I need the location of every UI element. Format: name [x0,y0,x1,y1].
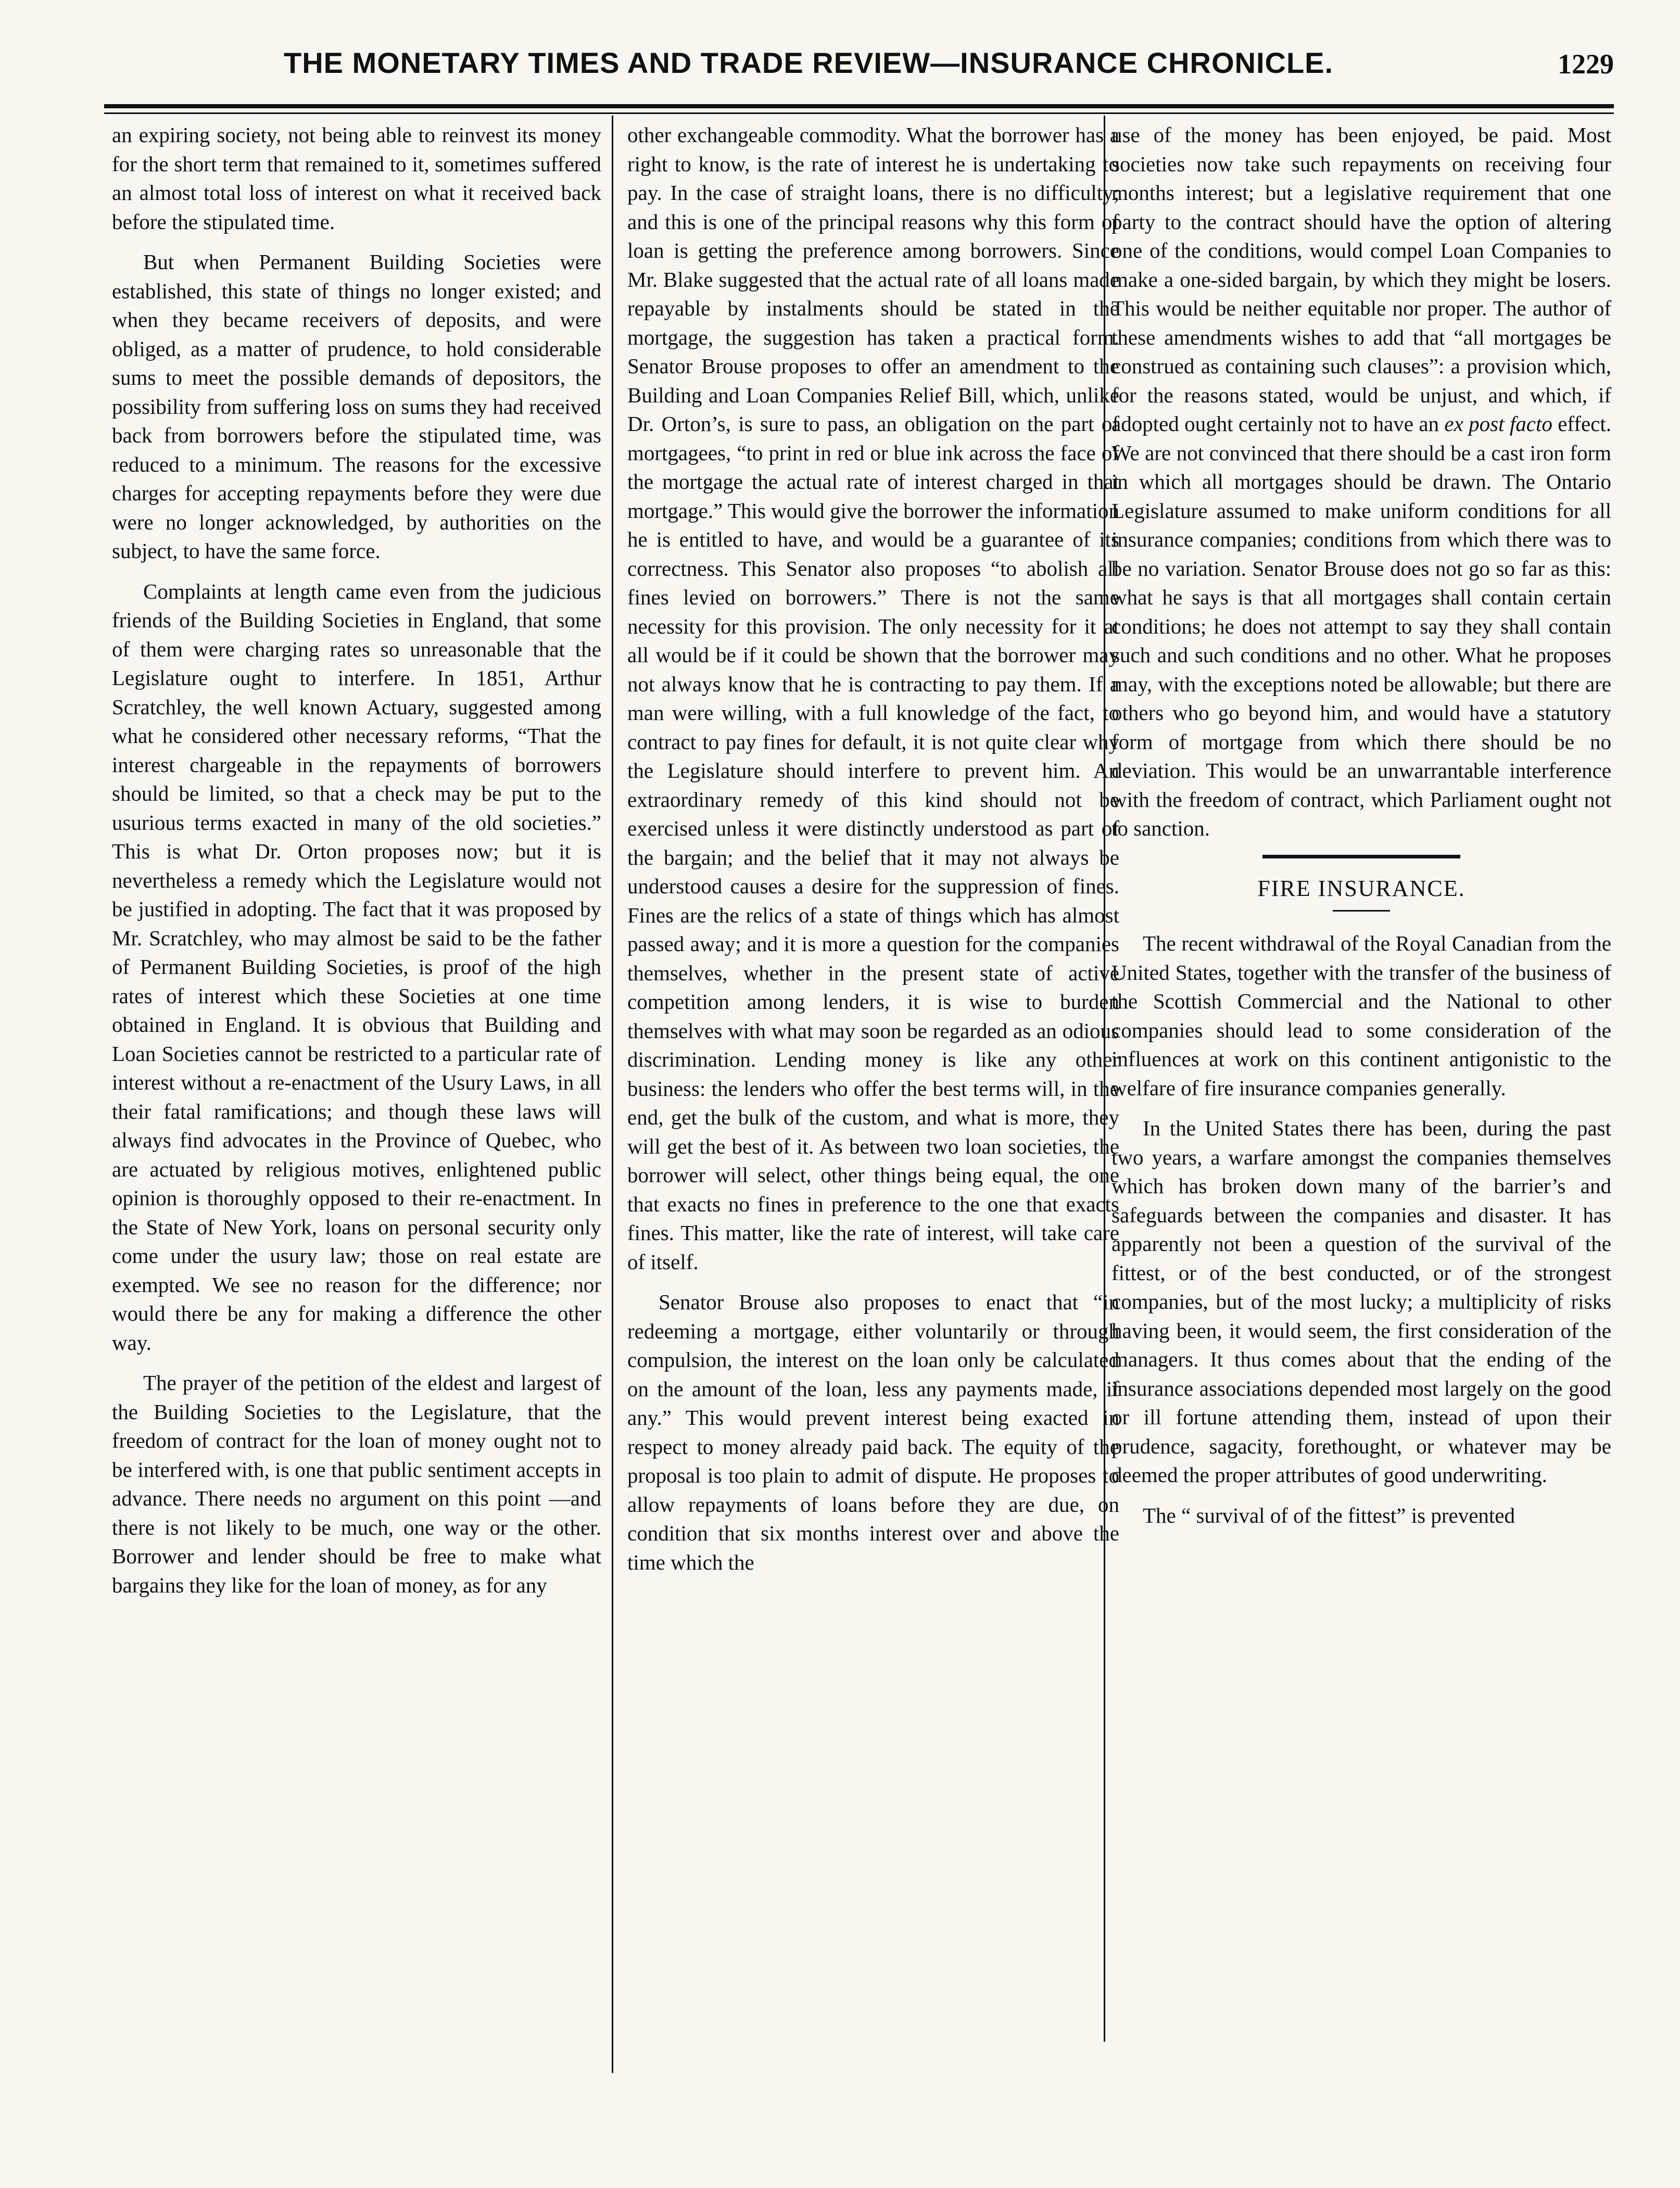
paragraph-text: effect. We are not convinced that there should be a cast iron form in which all mortgages should be drawn. The Ontario Legislature assumed to make uniform conditions for all insurance companies; conditions from which there was to be no variation. Senator Brouse does not go so far as this: what he says is that all mortgages shall contain certain conditions; he does not attempt to say they shall contain such and such conditions and no other. What he proposes may, with the exceptions noted be allowable; but there are others who go beyond him, and would have a statutory form of mortgage from which there should be no deviation. This would be an unwarrantable interference with the freedom of contract, which Parliament ought not to sanction. [1111,412,1611,840]
page-number: 1229 [1558,48,1614,80]
paragraph [1111,121,1611,843]
header-rule-thin [104,112,1614,114]
heading-rule [1333,910,1390,912]
paragraph: The “ survival of of the fittest” is prevented [1143,1503,1515,1527]
paragraph: Senator Brouse also proposes to enact that “in redeeming a mortgage, either voluntarily or through compulsion, the interest on the loan only be calculated on the amount of the loan, less any payments made, if any.” This would prevent interest being exacted in respect to money already paid back. The equity of the proposal is too plain to admit of dispute. He proposes to allow repayments of loans before they are due, on condition that six months interest over and above the time which the [627,1290,1119,1574]
paragraph-text: use of the money has been enjoyed, be paid. Most societies now take such repayments on receiving four months interest; but a legislative requirement that one party to the contract should have the option of altering one of the conditions, would compel Loan Companies to make a one-sided bargain, by which they might be losers. This would be neither equitable nor proper. The author of these amendments wishes to add that “all mortgages be construed as containing such clauses”: a provision which, for the reasons stated, would be unjust, and which, if adopted ought certainly not to have an [1111,123,1611,436]
paragraph: an expiring society, not being able to reinvest its money for the short term that remained to it, sometimes suffered an almost total loss of interest on what it received back before the stipulated time. [112,123,601,234]
paragraph: other exchangeable commodity. What the borrower has a right to know, is the rate of interest he is undertaking to pay. In the case of straight loans, there is no difficulty; and this is one of the principal reasons why this form of loan is getting the preference among borrowers. Since Mr. Blake suggested that the actual rate of all loans made repayable by instalments should be stated in the mortgage, the suggestion has taken a practical form. Senator Brouse proposes to offer an amendment to the Building and Loan Companies Relief Bill, which, unlike Dr. Orton’s, is sure to pass, an obligation on the part of mortgagees, “to print in red or blue ink across the face of the mortgage the actual rate of interest charged in that mortgage.” This would give the borrower the information he is entitled to have, and would be a guarantee of its correctness. This Senator also proposes “to abolish all fines levied on borrowers.” There is not the same necessity for this provision. The only necessity for it at all would be if it could be shown that the borrower may not always know that he is contracting to pay them. If a man were willing, with a full knowledge of the fact, to contract to pay fines for default, it is not quite clear why the Legislature should interfere to prevent him. An extraordinary remedy of this kind should not be exercised unless it were distinctly understood as part of the bargain; and the belief that it may not always be understood causes a desire for the suppression of fines. Fines are the relics of a state of things which has almost passed away; and it is more a question for the companies themselves, whether in the present state of active competition among lenders, it is wise to burden themselves with what may soon be regarded as an odious discrimination. Lending money is like any other business: the lenders who offer the best terms will, in the end, get the bulk of the custom, and what is more, they will get the best of it. As between two loan societies, the borrower will select, other things being equal, the one that exacts no fines in preference to the one that exacts fines. This matter, like the rate of interest, will take care of itself. [627,123,1119,1274]
page-header [104,36,1614,99]
paragraph: In the United States there has been, during the past two years, a warfare amongst the companies themselves which has broken down many of the barrier’s and safeguards between the companies and disaster. It has apparently not been a question of the survival of the fittest, or of the best conducted, or of the strongest companies, but of the most lucky; a multiplicity of risks having been, it would seem, the first consideration of the managers. It thus comes about that the ending of the insurance associations depended most largely on the good or ill fortune attending them, instead of upon their prudence, sagacity, forethought, or whatever may be deemed the proper attributes of good underwriting. [1111,1116,1611,1487]
column-divider-1 [612,116,613,2073]
article-end-rule [1262,855,1460,858]
article-column-3 [1111,121,1611,2078]
italic-phrase: ex post facto [1444,412,1552,436]
paragraph: Complaints at length came even from the judicious friends of the Building Societies in England, that some of them were charging rates so unreasonable that the Legislature ought to interfere. In 1851, Arthur Scratchley, the well known Actuary, suggested among what he considered other necessary reforms, “That the interest chargeable in the repayments of borrowers should be limited, so that a check may be put to the usurious terms exacted in many of the old societies.” This is what Dr. Orton proposes now; but it is nevertheless a remedy which the Legislature would not be justified in adopting. The fact that it was proposed by Mr. Scratchley, who may almost be said to be the father of Permanent Building Societies, is proof of the high rates of interest which these Societies at one time obtained in England. It is obvious that Building and Loan Societies cannot be restricted to a particular rate of interest without a re-enactment of the Usury Laws, in all their fatal ramifications; and though these laws will always find advocates in the Province of Quebec, who are actuated by religious motives, enlightened public opinion is thoroughly opposed to their re-enactment. In the State of New York, loans on personal security only come under the usury law; those on real estate are exempted. We see no reason for the difference; nor would there be any for making a difference the other way. [112,579,601,1355]
paragraph: The recent withdrawal of the Royal Canadian from the United States, together with the transfer of the business of the Scottish Commercial and the National to other companies should lead to some consideration of the influences at work on this continent antigonistic to the welfare of fire insurance companies generally. [1111,931,1611,1100]
publication-title: THE MONETARY TIMES AND TRADE REVIEW—INSURANCE CHRONICLE. [284,46,1334,79]
paragraph: The prayer of the petition of the eldest and largest of the Building Societies to the Legislature, that the freedom of contract for the loan of money ought not to be interfered with, is one that public sentiment accepts in advance. There needs no argument on this point —and there is not likely to be much, one way or the other. Borrower and lender should be free to make what bargains they like for the loan of money, as for any [112,1371,601,1597]
header-rule-thick [104,104,1614,108]
section-heading: FIRE INSURANCE. [1257,875,1466,901]
article-column-1 [112,121,601,2078]
article-column-2 [627,121,1119,2078]
paragraph: But when Permanent Building Societies were established, this state of things no longer existed; and when they became receivers of deposits, and were obliged, as a matter of prudence, to hold considerable sums to meet the possible demands of depositors, the possibility from suffering loss on sums they had received back from borrowers before the stipulated time, was reduced to a minimum. The reasons for the excessive charges for accepting repayments before they were due were no longer acknowledged, by authorities on the subject, to have the same force. [112,250,601,563]
